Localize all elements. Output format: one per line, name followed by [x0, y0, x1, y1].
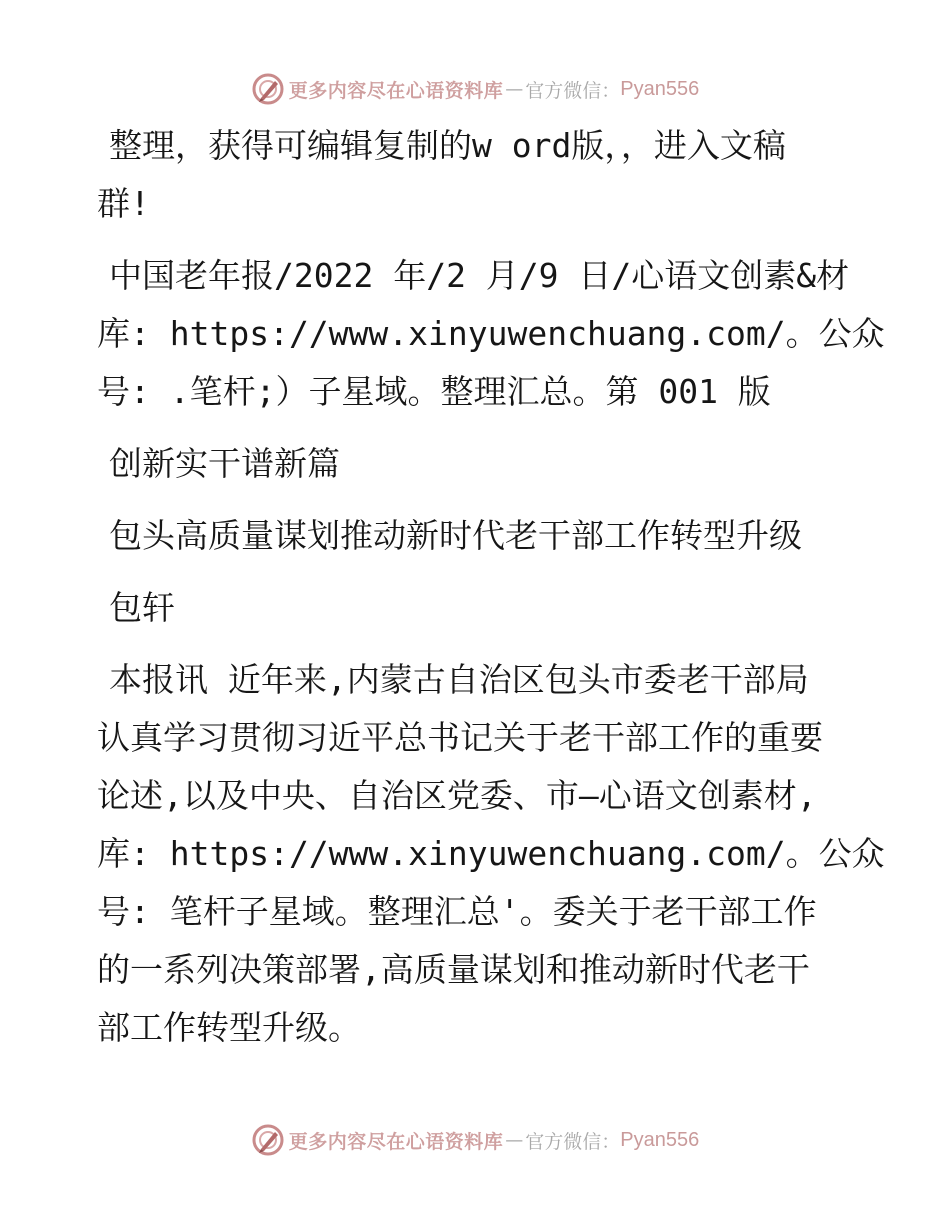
- watermark-slogan: 更多内容尽在心语资料库: [288, 79, 504, 102]
- quill-logo-icon: [251, 72, 285, 106]
- quill-logo-icon: [251, 1123, 285, 1157]
- document-body: [97, 117, 885, 1057]
- watermark-separator: —: [505, 78, 524, 100]
- section-title: [97, 435, 857, 493]
- text-line: 认真学习贯彻习近平总书记关于老干部工作的重要: [97, 718, 823, 757]
- text-line: 本报讯 近年来,内蒙古自治区包头市委老干部局: [109, 660, 809, 699]
- text-line: 整理，获得可编辑复制的w ord版，，进入文稿: [109, 126, 786, 165]
- text-line: 包轩: [109, 588, 175, 627]
- text-line: 库: https://www.xinyuwenchuang.com/。公众: [97, 314, 885, 353]
- watermark-official-label: 官方微信：: [525, 1130, 621, 1153]
- watermark-id: Pyan556: [620, 1128, 700, 1151]
- article-headline: [97, 507, 857, 565]
- text-line: 库: https://www.xinyuwenchuang.com/。公众: [97, 834, 885, 873]
- paragraph-intro: [97, 117, 857, 233]
- text-line: 创新实干谱新篇: [109, 444, 340, 483]
- article-author: [97, 579, 857, 637]
- text-line: 群!: [97, 184, 150, 223]
- article-body: [97, 651, 885, 1057]
- text-line: 中国老年报/2022 年/2 月/9 日/心语文创素&材: [109, 256, 850, 295]
- footer-watermark: [0, 1120, 950, 1160]
- text-line: 的一系列决策部署,高质量谋划和推动新时代老干: [97, 950, 810, 989]
- watermark-slogan: 更多内容尽在心语资料库: [288, 1130, 504, 1153]
- paragraph-source: [97, 247, 885, 421]
- watermark-official-label: 官方微信：: [525, 79, 621, 102]
- header-watermark: [0, 69, 950, 109]
- text-line: 部工作转型升级。: [97, 1008, 361, 1047]
- text-line: 号: 笔杆子星域。整理汇总'。委关于老干部工作: [97, 892, 817, 931]
- text-line: 号: .笔杆;）子星域。整理汇总。第 001 版: [97, 372, 771, 411]
- watermark-separator: —: [505, 1129, 524, 1151]
- text-line: 包头高质量谋划推动新时代老干部工作转型升级: [109, 516, 802, 555]
- watermark-id: Pyan556: [620, 77, 700, 100]
- text-line: 论述,以及中央、自治区党委、市—心语文创素材,: [97, 776, 817, 815]
